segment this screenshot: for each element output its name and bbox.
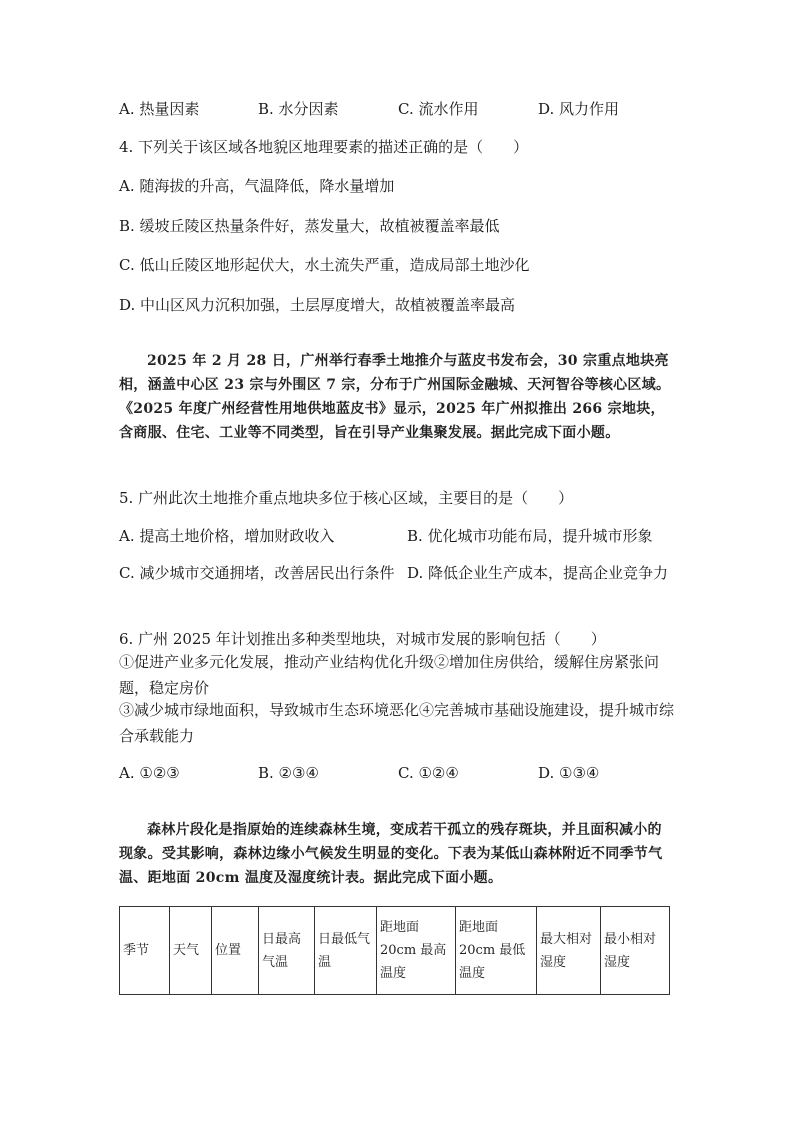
q3-option-b: B. 水分因素 bbox=[258, 100, 339, 118]
q5-option-b: B. 优化城市功能布局，提升城市形象 bbox=[407, 527, 653, 545]
header-daily-min-temp: 日最低气温 bbox=[315, 907, 377, 995]
climate-stats-table bbox=[119, 906, 670, 995]
q6-option-b: B. ②③④ bbox=[258, 764, 319, 782]
passage-guangzhou-land: 2025 年 2 月 28 日，广州举行春季土地推介与蓝皮书发布会，30 宗重点地块亮相，涵盖中心区 23 宗与外围区 7 宗，分布于广州国际金融城、天河智谷等核心区域。《2025 年度广州经营性用地供地蓝皮书》显示，2025 年广州拟推出 266 宗地块，含商服、住宅、工业等不同类型，旨在引导产业集聚发展。据此完成下面小题。 bbox=[119, 353, 671, 441]
header-season: 季节 bbox=[120, 907, 170, 995]
q3-option-c: C. 流水作用 bbox=[398, 100, 479, 118]
q3-option-d: D. 风力作用 bbox=[538, 100, 620, 118]
q6-statements-3-4: ③减少城市绿地面积，导致城市生态环境恶化④完善城市基础设施建设，提升城市综合承载能力 bbox=[119, 701, 675, 745]
header-weather: 天气 bbox=[170, 907, 212, 995]
q6-stem: 6. 广州 2025 年计划推出多种类型地块，对城市发展的影响包括（ ） bbox=[119, 630, 606, 648]
q4-option-a: A. 随海拔的升高，气温降低，降水量增加 bbox=[119, 177, 395, 195]
q5-stem: 5. 广州此次土地推介重点地块多位于核心区域，主要目的是（ ） bbox=[119, 489, 574, 507]
q3-option-a: A. 热量因素 bbox=[119, 100, 200, 118]
header-min-humidity: 最小相对湿度 bbox=[601, 907, 670, 995]
q4-option-d: D. 中山区风力沉积加强，土层厚度增大，故植被覆盖率最高 bbox=[119, 296, 516, 314]
header-daily-max-temp: 日最高气温 bbox=[259, 907, 315, 995]
q4-option-c: C. 低山丘陵区地形起伏大，水土流失严重，造成局部土地沙化 bbox=[119, 256, 530, 274]
q6-option-a: A. ①②③ bbox=[119, 764, 180, 782]
header-position: 位置 bbox=[212, 907, 259, 995]
q4-stem: 4. 下列关于该区域各地貌区地理要素的描述正确的是（ ） bbox=[119, 138, 529, 156]
passage-forest-fragmentation: 森林片段化是指原始的连续森林生境，变成若干孤立的残存斑块，并且面积减小的现象。受其影响，森林边缘小气候发生明显的变化。下表为某低山森林附近不同季节气温、距地面 20cm 温度及湿度统计表。据此完成下面小题。 bbox=[119, 822, 663, 886]
q5-option-d: D. 降低企业生产成本，提高企业竞争力 bbox=[407, 564, 669, 582]
header-max-humidity: 最大相对湿度 bbox=[537, 907, 601, 995]
q6-statements-1-2: ①促进产业多元化发展，推动产业结构优化升级②增加住房供给，缓解住房紧张问题，稳定房价 bbox=[119, 653, 660, 697]
header-20cm-min-temp: 距地面 20cm 最低温度 bbox=[456, 907, 537, 995]
table-header-row bbox=[120, 907, 670, 995]
q6-option-c: C. ①②④ bbox=[398, 764, 459, 782]
q5-option-c: C. 减少城市交通拥堵，改善居民出行条件 bbox=[119, 564, 395, 582]
q6-option-d: D. ①③④ bbox=[538, 764, 600, 782]
q5-option-a: A. 提高土地价格，增加财政收入 bbox=[119, 527, 335, 545]
header-20cm-max-temp: 距地面 20cm 最高温度 bbox=[377, 907, 456, 995]
q4-option-b: B. 缓坡丘陵区热量条件好，蒸发量大，故植被覆盖率最低 bbox=[119, 217, 500, 235]
